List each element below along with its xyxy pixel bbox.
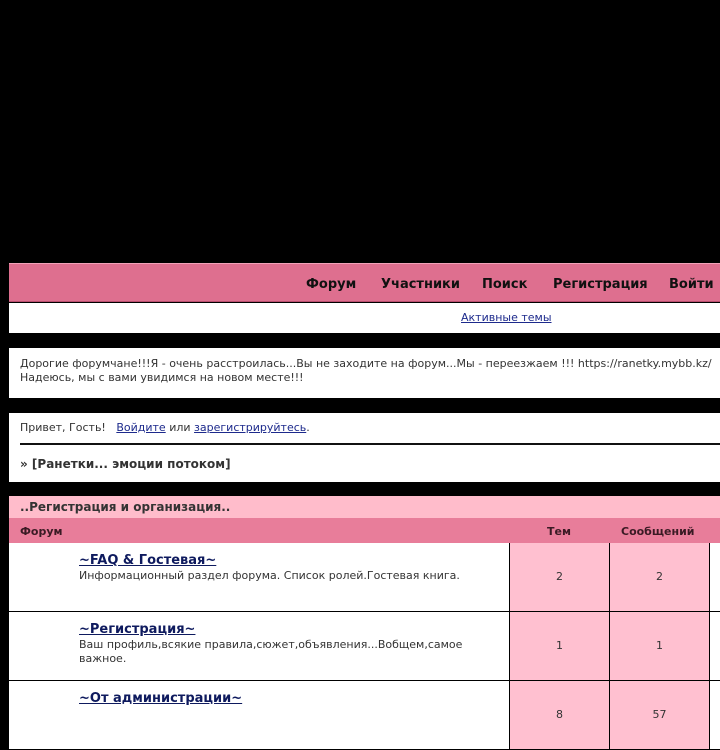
forum-row-registration — [9, 612, 720, 681]
category-title — [9, 496, 720, 518]
forum-last-post-cell — [709, 681, 720, 749]
forum-post-count: 2 — [609, 543, 709, 611]
forum-title-administration[interactable]: ~От администрации~ — [79, 691, 243, 706]
announcement-text: Дорогие форумчане!!!Я - очень расстроилась...Вы не заходите на форум...Мы - переезжаем !!! https://ranetky.mybb.kz/ Надеюсь, мы с вами увидимся на новом месте!!! — [20, 357, 712, 384]
forum-last-post-cell — [709, 543, 720, 611]
forum-title-faq[interactable]: ~FAQ & Гостевая~ — [79, 553, 217, 568]
forum-last-post-cell — [709, 612, 720, 680]
sub-navigation — [9, 303, 720, 333]
main-navigation — [9, 263, 720, 302]
forum-title-registration[interactable]: ~Регистрация~ — [79, 622, 196, 637]
forum-description: Ваш профиль,всякие правила,сюжет,объявления...Вобщем,самое важное. — [79, 638, 463, 665]
header-topics: Тем — [547, 525, 571, 538]
forum-topic-count: 8 — [509, 681, 609, 749]
category-title-text: ..Регистрация и организация.. — [20, 500, 231, 514]
nav-forum[interactable]: Форум — [306, 277, 357, 292]
forum-topic-count: 1 — [509, 612, 609, 680]
breadcrumb: » [Ранетки... эмоции потоком] — [20, 457, 231, 471]
guest-greeting — [20, 421, 310, 434]
welcome-box — [9, 413, 720, 482]
forum-row-faq — [9, 543, 720, 612]
header-forum: Форум — [20, 525, 63, 538]
or-text: или — [169, 421, 191, 434]
header-posts: Сообщений — [621, 525, 695, 538]
nav-members[interactable]: Участники — [381, 277, 460, 292]
nav-login[interactable]: Войти — [669, 277, 714, 292]
forum-topic-count: 2 — [509, 543, 609, 611]
forum-row-administration — [9, 681, 720, 750]
forum-post-count: 57 — [609, 681, 709, 749]
greeting-period: . — [306, 421, 310, 434]
forum-description: Информационный раздел форума. Список ролей.Гостевая книга. — [79, 569, 460, 582]
login-link[interactable]: Войдите — [116, 421, 166, 434]
forum-table-header — [9, 518, 720, 543]
divider — [20, 443, 720, 445]
announcement-box — [9, 348, 720, 398]
nav-search[interactable]: Поиск — [482, 277, 528, 292]
nav-register[interactable]: Регистрация — [553, 277, 648, 292]
register-link[interactable]: зарегистрируйтесь — [194, 421, 307, 434]
active-topics-link[interactable]: Активные темы — [461, 311, 552, 324]
forum-post-count: 1 — [609, 612, 709, 680]
greeting-text: Привет, Гость! — [20, 421, 106, 434]
